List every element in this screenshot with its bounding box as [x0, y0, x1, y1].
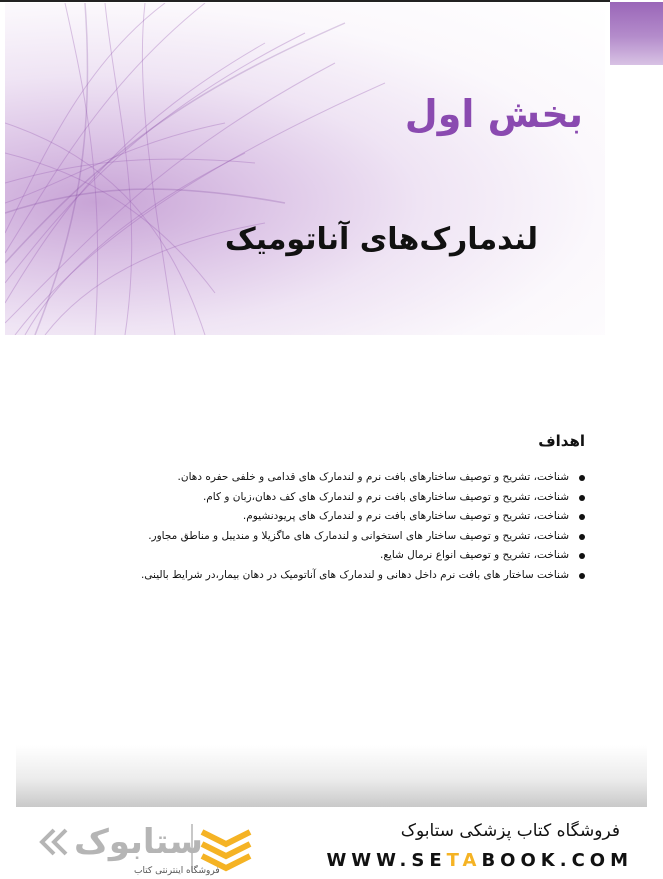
store-name: فروشگاه کتاب پزشکی ستابوک	[400, 821, 620, 841]
objective-item	[25, 468, 585, 488]
store-url-link[interactable]	[326, 850, 633, 871]
objectives-heading: اهداف	[538, 432, 585, 450]
bullet-icon	[579, 534, 585, 540]
url-accent: TA	[446, 850, 482, 871]
objective-item	[25, 527, 585, 547]
objective-item	[25, 507, 585, 527]
objectives-section	[25, 432, 585, 585]
double-chevron-icon	[38, 826, 72, 866]
logo-subtitle: فروشگاه اینترنتی کتاب	[134, 866, 220, 876]
bullet-icon	[579, 475, 585, 481]
logo-wordmark: ستابوک	[74, 822, 203, 862]
objective-text: شناخت، تشریح و توصیف ساختارهای بافت نرم و لندمارک های کف دهان،زبان و کام.	[202, 490, 569, 503]
page-bottom-shadow	[16, 745, 647, 807]
objective-text: شناخت، تشریح و توصیف ساختارهای بافت نرم و لندمارک های قدامی و خلفی حفره دهان.	[177, 471, 569, 483]
corner-accent	[610, 2, 663, 65]
objective-text: شناخت ساختار های بافت نرم داخل دهانی و لندمارک های آناتومیک در دهان بیمار،در شرایط بالینی.	[140, 568, 569, 581]
chapter-title: لندمارک‌های آناتومیک	[224, 222, 538, 257]
bullet-icon	[579, 495, 585, 501]
objective-text: شناخت، تشریح و توصیف ساختارهای بافت نرم و لندمارک های پریودنشیوم.	[242, 510, 569, 522]
objective-item	[25, 546, 585, 566]
chapter-banner	[5, 3, 605, 335]
bullet-icon	[579, 553, 585, 559]
url-prefix: WWW.SE	[326, 850, 447, 871]
setabook-logo[interactable]	[38, 820, 258, 876]
objective-item	[25, 488, 585, 508]
bullet-icon	[579, 514, 585, 520]
bullet-icon	[579, 573, 585, 579]
part-title: بخش اول	[404, 92, 583, 136]
objective-item	[25, 566, 585, 586]
objective-text: شناخت، تشریح و توصیف انواع نرمال شایع.	[380, 549, 569, 561]
objectives-list	[25, 468, 585, 585]
abstract-swirl-artwork	[5, 3, 605, 335]
objective-text: شناخت، تشریح و توصیف ساختار های استخوانی و لندمارک های ماگزیلا و مندیبل و مناطق مجاور.	[148, 529, 569, 542]
url-suffix: BOOK.COM	[481, 850, 633, 871]
top-rule	[0, 0, 610, 2]
